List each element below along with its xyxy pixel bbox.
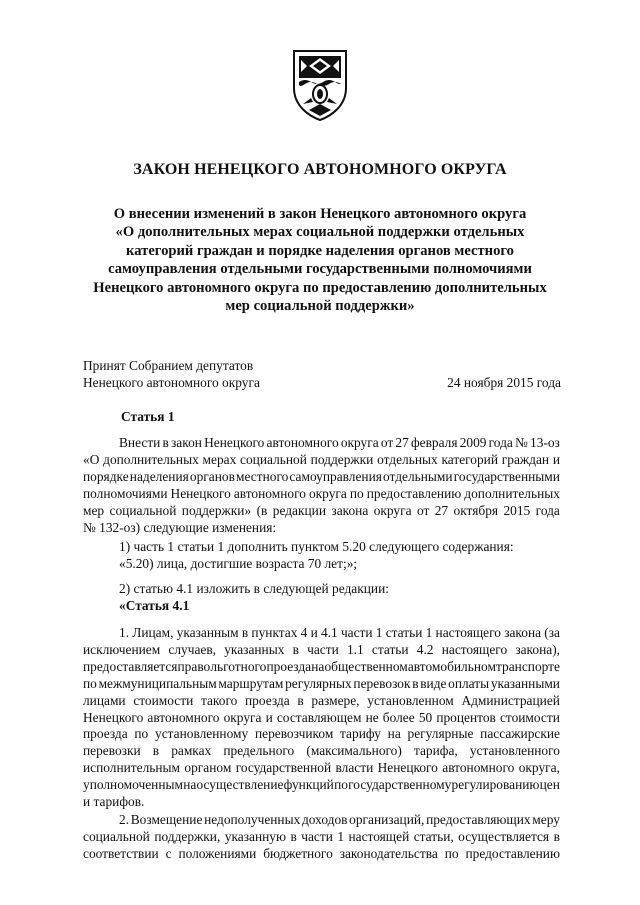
intro-paragraph [83, 435, 560, 536]
part-2-line: 2. Возмещение недополученных доходов организаций, предоставляющих меру [119, 812, 560, 827]
law-subtitle [60, 205, 580, 315]
item-1-block [119, 539, 514, 573]
intro-line: «О дополнительных мерах социальной поддержки отдельных категорий граждан и [83, 451, 560, 467]
part-1-line: по межмуниципальным маршрутам регулярных перевозок в виде оплаты указанными [83, 675, 560, 691]
part-2-line: соответствии с положениями бюджетного законодательства по предоставлению [83, 845, 560, 861]
part-2-line: социальной поддержки, указанную в части 1 настоящей статьи, осуществляется в [83, 828, 560, 844]
item-1-line: 1) часть 1 статьи 1 дополнить пунктом 5.20 следующего содержания: [119, 539, 514, 554]
law-title: ЗАКОН НЕНЕЦКОГО АВТОНОМНОГО ОКРУГА [133, 161, 507, 178]
part-1-paragraph [83, 625, 560, 811]
part-1-line: перевозки в рамках предельного (максимального) тарифа, установленного [83, 743, 560, 759]
intro-line: мер социальной поддержки» (в редакции закона округа от 27 октября 2015 года [83, 502, 560, 518]
adopted-by-line: Принят Собранием депутатов [83, 358, 254, 373]
item-1-line: «5.20) лица, достигшие возраста 70 лет;»; [119, 555, 358, 571]
subtitle-line: О внесении изменений в закон Ненецкого автономного округа [113, 206, 527, 222]
part-1-line: предоставляется право льготного проезда на общественном автомобильном транспорте [83, 658, 560, 674]
part-1-line: исключением случаев, указанных в части 1.1 статьи 4.2 настоящего закона), [83, 641, 560, 657]
item-2-block [119, 581, 389, 615]
subtitle-line: Ненецкого автономного округа по предоставлению дополнительных [93, 279, 547, 296]
subtitle-line: категорий граждан и порядке наделения органов местного [126, 242, 514, 259]
subtitle-line: самоуправления отдельными государственными полномочиями [108, 261, 532, 278]
article-4-1-heading: «Статья 4.1 [119, 597, 190, 613]
subtitle-line: мер социальной поддержки» [225, 298, 415, 315]
article-1-heading: Статья 1 [121, 409, 175, 424]
intro-line: № 132-оз) следующие изменения: [83, 519, 277, 535]
intro-line: порядке наделения органов местного самоуправления отдельными государственными [83, 468, 560, 484]
coat-of-arms-icon [291, 48, 349, 122]
part-1-line: уполномоченным на осуществление функций по государственному регулированию цен [83, 777, 560, 793]
part-1-line: исполнительным органом государственной власти Ненецкого автономного округа, [83, 760, 560, 776]
adopted-body-line: Ненецкого автономного округа [83, 374, 260, 390]
part-1-line: и тарифов. [83, 794, 145, 810]
part-1-line: Ненецкого автономного округа и составляющем не более 50 процентов стоимости [83, 709, 560, 725]
part-1-line: 1. Лицам, указанным в пунктах 4 и 4.1 части 1 статьи 1 настоящего закона (за [119, 625, 560, 640]
adoption-date: 24 ноября 2015 года [447, 374, 561, 390]
part-1-line: проезда по установленному перевозчиком тарифу на регулярные пассажирские [83, 726, 560, 742]
part-1-line: лицами стоимости такого проезда в размере, установленном Администрацией [83, 692, 560, 708]
item-2-line: 2) статью 4.1 изложить в следующей редакции: [119, 581, 389, 596]
adoption-block [83, 358, 561, 392]
intro-line: Внести в закон Ненецкого автономного округа от 27 февраля 2009 года № 13-оз [119, 435, 560, 450]
part-2-paragraph [83, 812, 560, 863]
intro-line: полномочиями Ненецкого автономного округа по предоставлению дополнительных [83, 485, 560, 501]
subtitle-line: «О дополнительных мерах социальной поддержки отдельных [115, 224, 525, 241]
